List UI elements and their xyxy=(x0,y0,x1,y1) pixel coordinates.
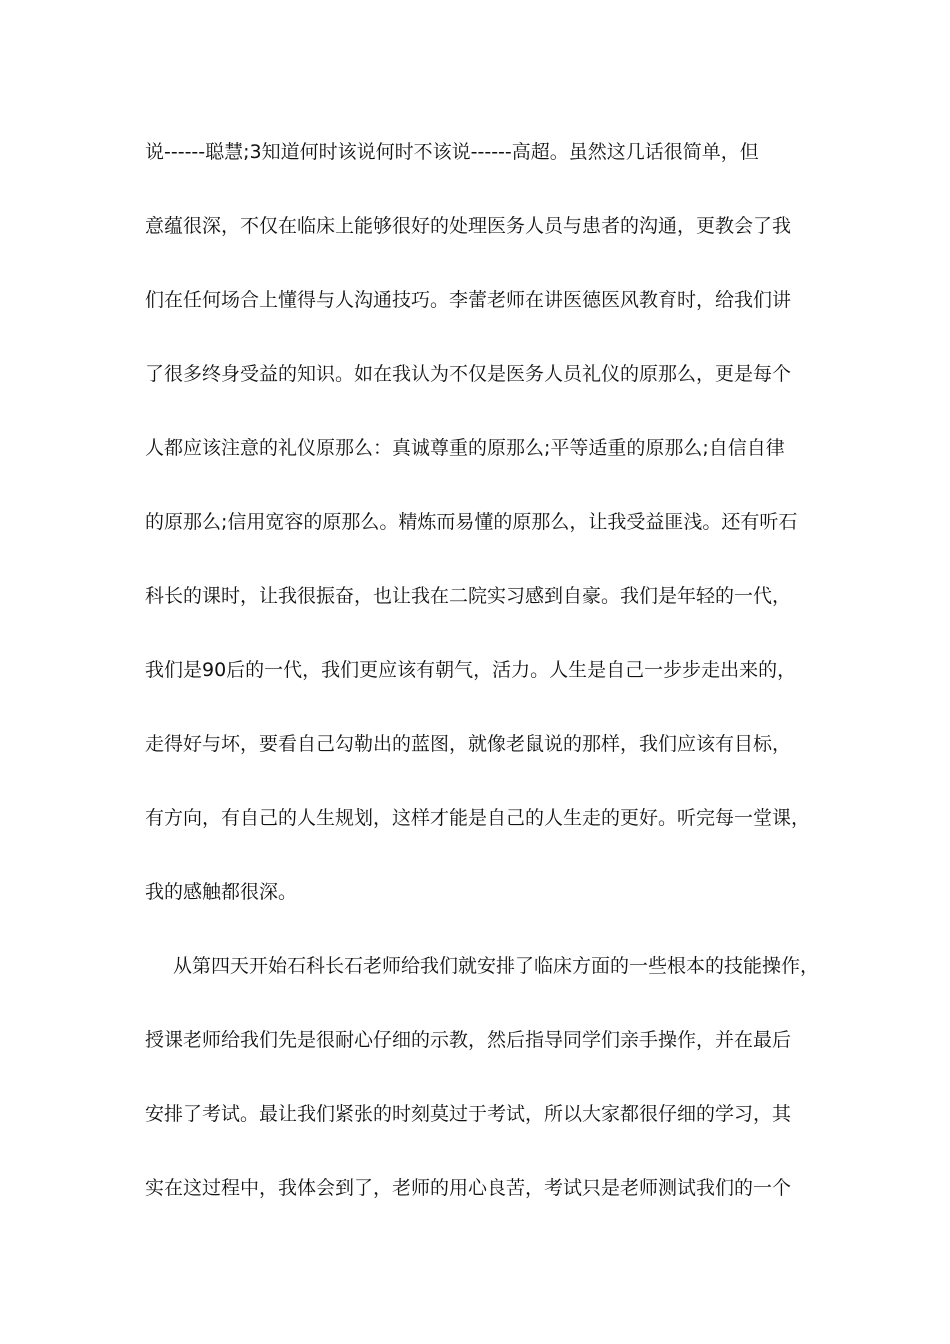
text-line: 安排了考试。最让我们紧张的时刻莫过于考试，所以大家都很仔细的学习，其 xyxy=(145,1102,792,1125)
text-line: 了很多终身受益的知识。如在我认为不仅是医务人员礼仪的原那么，更是每个 xyxy=(145,362,792,385)
text-line: 有方向，有自己的人生规划，这样才能是自己的人生走的更好。听完每一堂课， xyxy=(145,806,811,829)
text-line: 的原那么;信用宽容的原那么。精炼而易懂的原那么，让我受益匪浅。还有听石 xyxy=(145,510,798,533)
body-text xyxy=(145,128,825,1238)
text-line: 科长的课时，让我很振奋，也让我在二院实习感到自豪。我们是年轻的一代， xyxy=(145,584,792,607)
text-line: 授课老师给我们先是很耐心仔细的示教，然后指导同学们亲手操作，并在最后 xyxy=(145,1028,792,1051)
text-line: 我们是90后的一代，我们更应该有朝气，活力。人生是自己一步步走出来的， xyxy=(145,658,797,681)
paragraph-first-line: 从第四天开始石科长石老师给我们就安排了临床方面的一些根本的技能操作， xyxy=(173,954,820,977)
text-line: 意蕴很深，不仅在临床上能够很好的处理医务人员与患者的沟通，更教会了我 xyxy=(145,214,792,237)
text-line: 走得好与坏，要看自己勾勒出的蓝图，就像老鼠说的那样，我们应该有目标， xyxy=(145,732,792,755)
text-line: 说------聪慧;3知道何时该说何时不该说------高超。虽然这几话很简单，但 xyxy=(145,141,759,163)
text-line: 我的感触都很深。 xyxy=(145,880,298,903)
text-line: 们在任何场合上懂得与人沟通技巧。李蕾老师在讲医德医风教育时，给我们讲 xyxy=(145,288,792,311)
text-line: 人都应该注意的礼仪原那么：真诚尊重的原那么;平等适重的原那么;自信自律 xyxy=(145,436,785,459)
text-line: 实在这过程中，我体会到了，老师的用心良苦，考试只是老师测试我们的一个 xyxy=(145,1176,792,1199)
